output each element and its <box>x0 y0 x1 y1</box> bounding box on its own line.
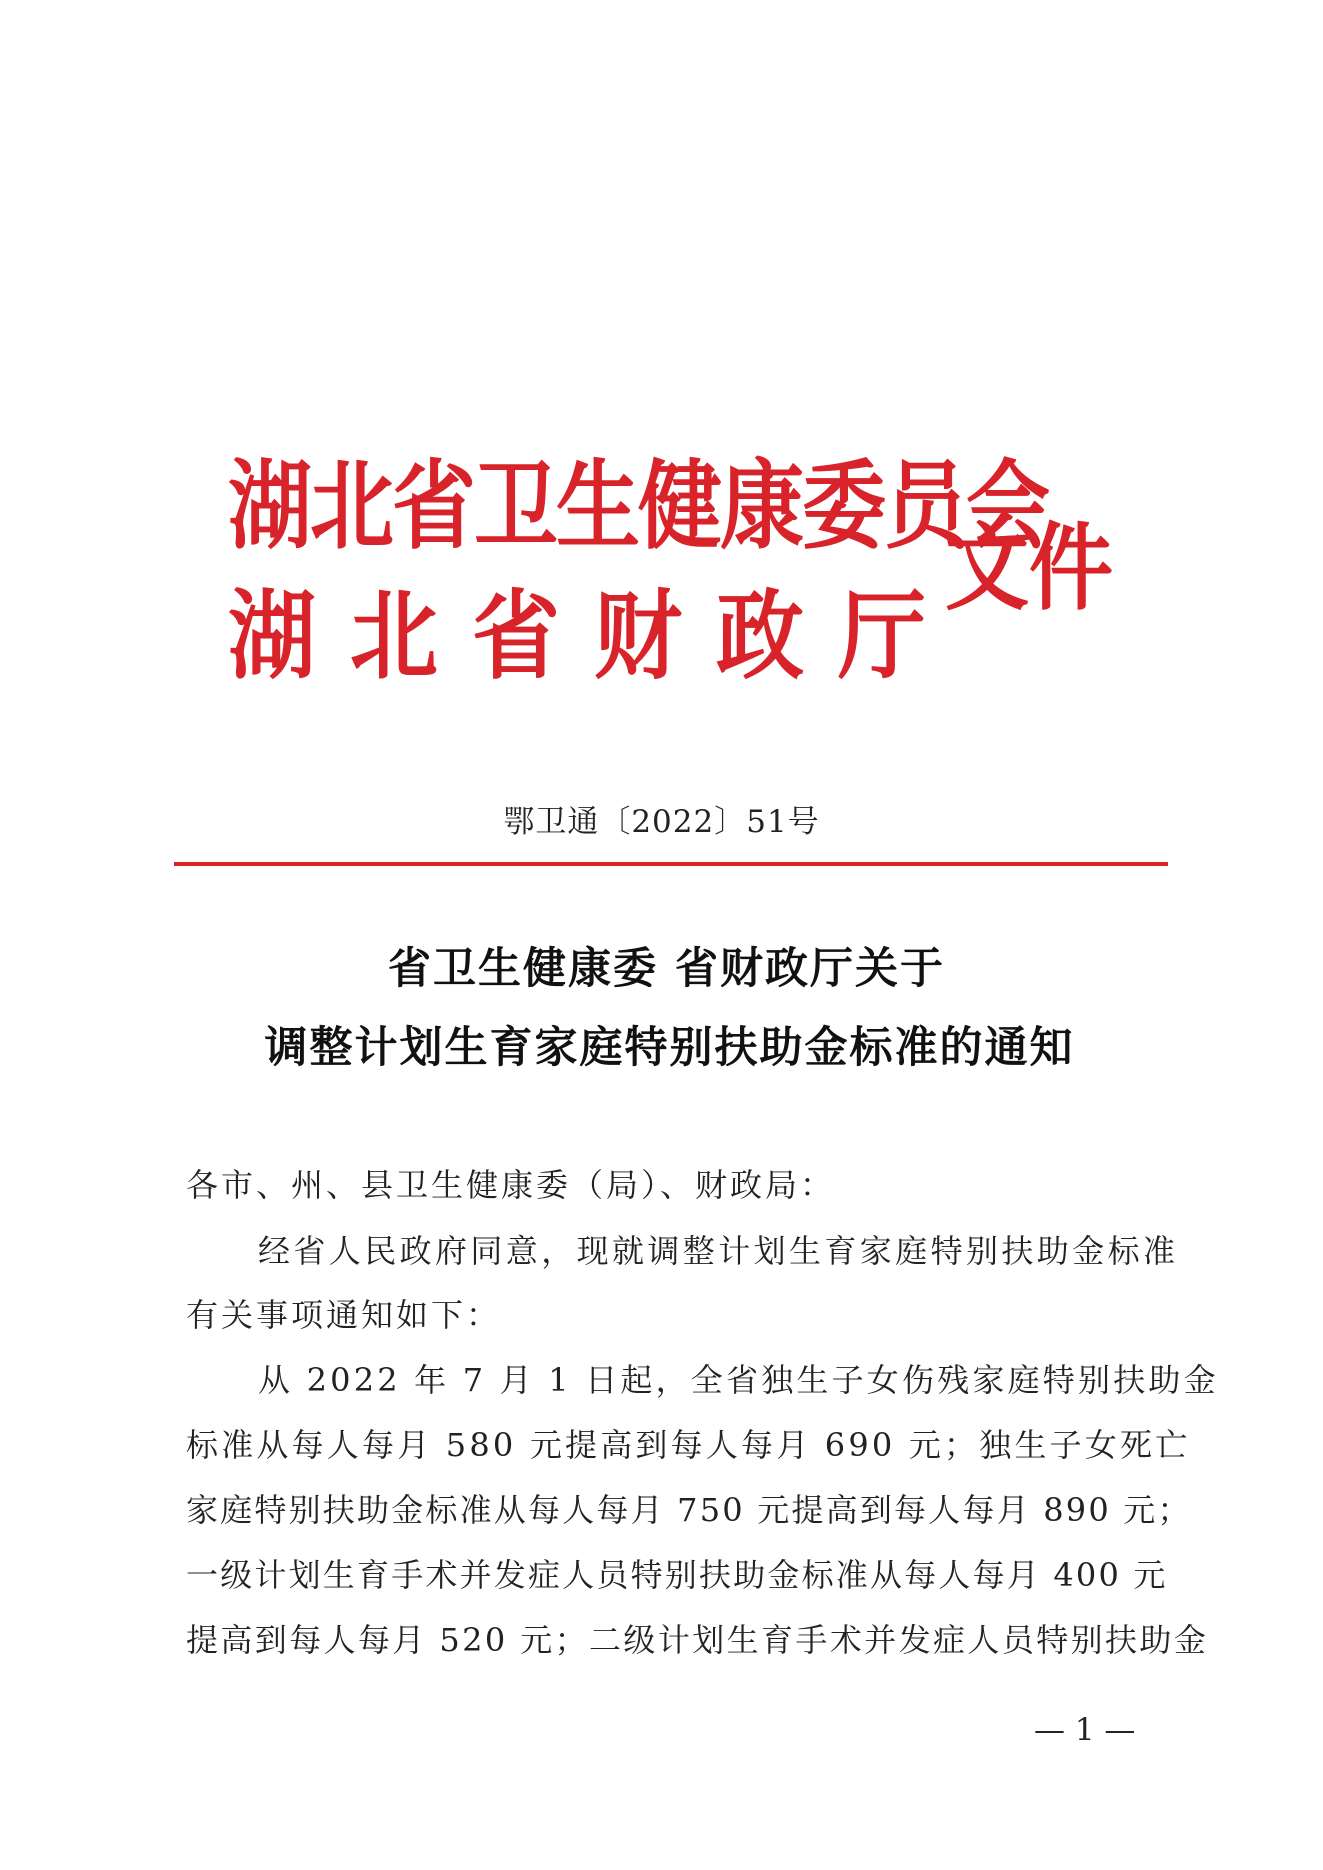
document-title-line-2: 调整计划生育家庭特别扶助金标准的通知 <box>264 1023 1075 1073</box>
header-document-suffix: 文件 <box>945 513 1114 623</box>
body-paragraph-line: 标准从每人每月 580 元提高到每人每月 690 元；独生子女死亡 <box>186 1426 1191 1464</box>
document-title-line-1: 省卫生健康委 省财政厅关于 <box>388 944 945 994</box>
body-paragraph-line: 一级计划生育手术并发症人员特别扶助金标准从每人每月 400 元 <box>186 1556 1168 1594</box>
salutation: 各市、州、县卫生健康委（局）、财政局： <box>186 1166 836 1204</box>
body-paragraph-line: 经省人民政府同意，现就调整计划生育家庭特别扶助金标准 <box>258 1232 1179 1270</box>
body-paragraph-line: 有关事项通知如下： <box>186 1296 502 1334</box>
body-paragraph-line: 从 2022 年 7 月 1 日起，全省独生子女伤残家庭特别扶助金 <box>258 1361 1219 1399</box>
page-number: — 1 — <box>1034 1712 1136 1748</box>
issuer-line-health-commission: 湖北省卫生健康委员会 <box>228 449 1049 563</box>
red-header <box>228 449 1128 718</box>
body-paragraph-line: 家庭特别扶助金标准从每人每月 750 元提高到每人每月 890 元； <box>186 1491 1192 1529</box>
body-paragraph-line: 提高到每人每月 520 元；二级计划生育手术并发症人员特别扶助金 <box>186 1621 1209 1659</box>
issuer-line-finance-department: 湖北省财政厅 <box>228 579 961 693</box>
red-separator-rule <box>174 862 1168 866</box>
document-number: 鄂卫通〔2022〕51号 <box>503 804 820 840</box>
